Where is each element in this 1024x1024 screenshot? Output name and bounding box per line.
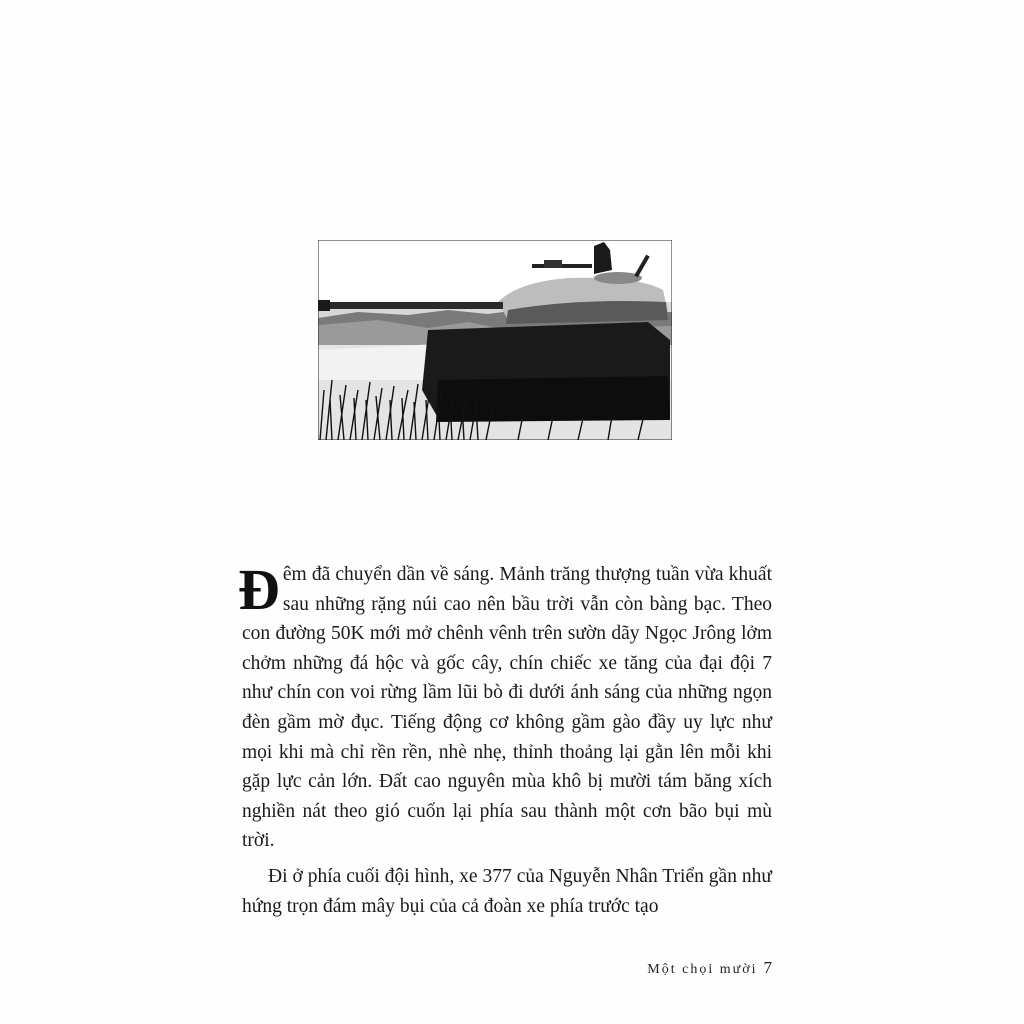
- paragraph-2: Đi ở phía cuối đội hình, xe 377 của Nguyễn Nhân Triển gần như hứng trọn đám mây bụi của cả đoàn xe phía trước tạo: [242, 865, 772, 917]
- page-number: 7: [763, 958, 772, 977]
- body-text: [238, 557, 772, 921]
- paragraph-1-text: êm đã chuyển dần về sáng. Mảnh trăng thượng tuần vừa khuất sau những rặng núi cao nên bầu trời vẫn còn bàng bạc. Theo con đường 50K mới mở chênh vênh trên sườn dãy Ngọc Jrông lởm chởm những đá hộc và gốc cây, chín chiếc xe tăng của đại đội 7 như chín con voi rừng lầm lũi bò đi dưới ánh sáng của những ngọn đèn gầm mờ đục. Tiếng động cơ không gầm gào đầy uy lực như mọi khi mà chỉ rền rền, nhè nhẹ, thỉnh thoảng lại gằn lên mỗi khi gặp lực cản lớn. Đất cao nguyên mùa khô bị mười tám băng xích nghiền nát theo gió cuốn lại phía sau thành một cơn bão bụi mù trời.: [242, 564, 772, 852]
- tank-photo: [318, 240, 672, 440]
- drop-cap: Đ: [238, 557, 280, 622]
- running-title: Một chọi mười: [647, 962, 758, 977]
- paragraph-1: [238, 557, 772, 856]
- page-footer: [630, 958, 772, 978]
